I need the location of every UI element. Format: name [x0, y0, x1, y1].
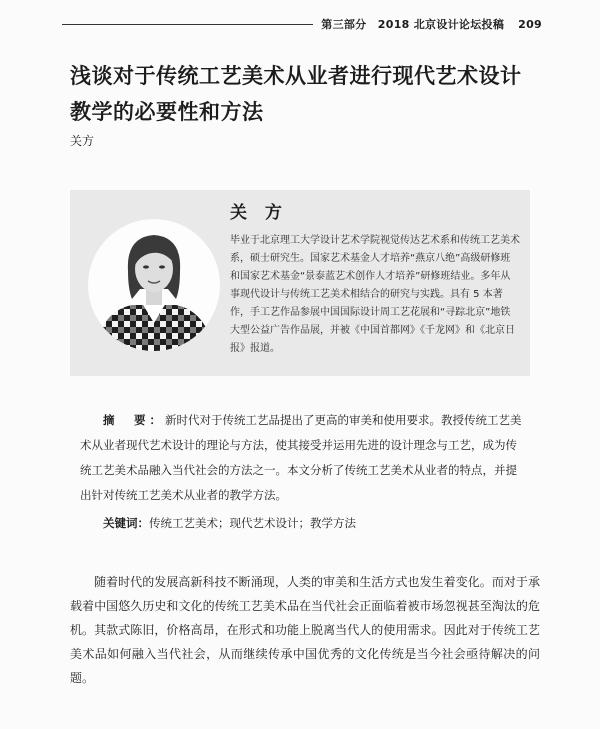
bio-text: 毕业于北京理工大学设计艺术学院视觉传达艺术系和传统工艺美术系，硕士研究生。国家艺术基金人才培养“燕京八绝”高级研修班和国家艺术基金“景泰蓝艺术创作人才培养”研修班结业。多年从事现代设计与传统工艺美术相结合的研究与实践。具有 5 本著作，手工艺作品参展中国国际设计周工艺花展和“寻踪北京”地铁大型公益广告作品展，并被《中国首都网》《千龙网》和《北京日报》报道。	[230, 235, 520, 354]
author-photo	[88, 219, 220, 351]
body-text	[70, 570, 540, 690]
keywords-text: 传统工艺美术；现代艺术设计；教学方法	[149, 516, 356, 530]
abstract-label: 摘 要：	[103, 413, 165, 427]
page-number: 209	[518, 17, 542, 31]
abstract-text: 新时代对于传统工艺品提出了更高的审美和使用要求。教授传统工艺美术从业者现代艺术设计的理论与方法，使其接受并运用先进的设计理念与工艺，成为传统工艺美术品融入当代社会的方法之一。本文分析了传统工艺美术从业者的特点，并提出针对传统工艺美术从业者的教学方法。	[80, 413, 522, 502]
article-title: 浅谈对于传统工艺美术从业者进行现代艺术设计教学的必要性和方法	[70, 64, 522, 124]
keywords-label: 关键词：	[103, 516, 149, 530]
abstract-section	[80, 408, 525, 536]
author-portrait-image	[88, 219, 220, 351]
header-rule	[62, 24, 313, 25]
bio-name: 关 方	[230, 203, 288, 223]
running-title: 第三部分 2018 北京设计论坛投稿	[321, 18, 505, 31]
keywords-line	[80, 511, 525, 536]
article-author: 关方	[70, 134, 95, 148]
abstract-paragraph	[80, 408, 525, 508]
body-paragraph: 随着时代的发展高新科技不断涌现，人类的审美和生活方式也发生着变化。而对于承载着中国悠久历史和文化的传统工艺美术品在当代社会正面临着被市场忽视甚至淘汰的危机。其款式陈旧，价格高昂，在形式和功能上脱离当代人的使用需求。因此对于传统工艺美术品如何融入当代社会，从而继续传承中国优秀的文化传统是当今社会亟待解决的问题。	[70, 575, 540, 685]
running-header	[62, 14, 542, 34]
